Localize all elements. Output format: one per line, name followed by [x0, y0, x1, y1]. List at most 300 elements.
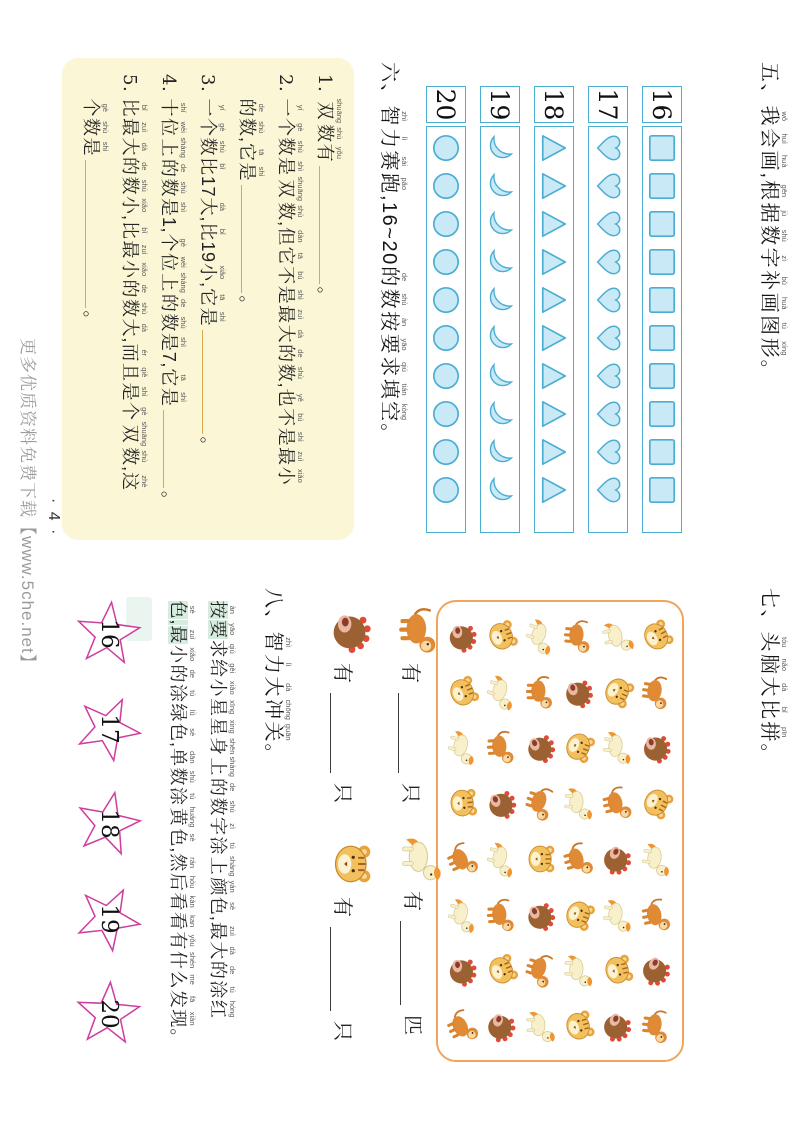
hanzi-with-pinyin: 我 wǒ [758, 105, 789, 127]
moon-shape-icon [485, 323, 515, 353]
hanzi-with-pinyin: 的 de [208, 960, 237, 980]
hanzi-with-pinyin: 数 shù [276, 137, 305, 156]
hanzi-with-pinyin: 数 shù [120, 176, 149, 195]
hanzi-with-pinyin: 是 shì [81, 137, 110, 156]
heart-shape-icon [593, 285, 623, 315]
moon-shape-icon [485, 361, 515, 391]
text: 。 [168, 1028, 188, 1047]
hedgehog-icon [560, 664, 599, 720]
hanzi-with-pinyin: 数 shù [237, 118, 266, 137]
answer-blank [330, 927, 334, 1011]
tiger-icon [599, 664, 638, 720]
horse-icon [400, 832, 444, 884]
hanzi-with-pinyin: 小 xiǎo [120, 196, 149, 215]
hanzi-with-pinyin: 色 sè [208, 896, 237, 916]
text: 只 [331, 1021, 353, 1041]
strip-shapes-area [588, 126, 628, 533]
hanzi-with-pinyin: 双 shuāng [120, 421, 149, 447]
text: , [198, 216, 218, 223]
hanzi-with-pinyin: 涂 tú [208, 836, 237, 855]
hanzi-with-pinyin: 大 dà [758, 676, 789, 698]
text: 。 [758, 743, 780, 765]
footer-url: 更多优质资料免费下载【www.5che.net】 [18, 338, 37, 672]
hedgehog-icon [521, 720, 560, 776]
horse-icon [483, 831, 522, 887]
heart-shape-icon [593, 437, 623, 467]
square-shape-icon [647, 437, 677, 467]
tiger-icon [444, 664, 483, 720]
hanzi-with-pinyin: 单 dān [168, 748, 197, 767]
monkey-icon [483, 720, 522, 776]
strip-shapes-area [426, 126, 466, 533]
triangle-shape-icon [539, 171, 569, 201]
animal-picture-box [436, 600, 684, 1062]
hanzi-with-pinyin: 比 bǐ [198, 222, 227, 242]
section6-title [372, 62, 408, 445]
number-star-16 [68, 596, 148, 672]
hedgehog-icon [637, 720, 676, 776]
tiger-icon [521, 831, 560, 887]
horse-icon [444, 887, 483, 943]
hanzi-with-pinyin: 大 dà [120, 318, 149, 338]
moon-shape-icon [485, 247, 515, 277]
monkey-icon [637, 887, 676, 943]
hanzi-with-pinyin: 空 kòng [378, 401, 409, 423]
triangle-shape-icon [539, 247, 569, 277]
hanzi-with-pinyin: 的 de [159, 293, 188, 313]
strip-number-label: 17 [588, 86, 628, 123]
question-number: 3. [197, 74, 218, 93]
question-line [71, 74, 110, 526]
section8-title [256, 588, 292, 765]
square-shape-icon [647, 475, 677, 505]
text: 六、 [378, 62, 400, 105]
hanzi-with-pinyin: 的 de [159, 158, 188, 178]
hanzi-with-pinyin: 看 kàn [168, 892, 197, 911]
hanzi-with-pinyin: 而 ér [120, 343, 149, 363]
text: 有 [401, 891, 423, 911]
hanzi-with-pinyin: 身 shēn [208, 737, 237, 756]
hanzi-with-pinyin: 双 shuāng [315, 98, 344, 124]
hanzi-with-pinyin: 且 qiě [120, 363, 149, 382]
text: 只 [399, 783, 421, 803]
circle-shape-icon [431, 247, 461, 277]
hanzi-with-pinyin: 力 lì [378, 128, 409, 150]
section7-title [752, 588, 788, 765]
text: 匹 [401, 1015, 423, 1035]
answer-blank [163, 410, 167, 488]
hanzi-with-pinyin: 跑 pǎo [378, 173, 409, 195]
tiger-icon [483, 608, 522, 664]
hanzi-with-pinyin: 是 shì [276, 285, 305, 305]
hanzi-with-pinyin: 数 shù [120, 299, 149, 318]
hanzi-with-pinyin: 按 àn [378, 311, 409, 333]
hanzi-with-pinyin: 要 yāo [208, 620, 237, 639]
square-shape-icon [647, 209, 677, 239]
shape-strip-20 [426, 86, 466, 533]
heart-shape-icon [593, 209, 623, 239]
hanzi-with-pinyin: 个 gè [159, 233, 188, 252]
hanzi-with-pinyin: 双 shuāng [276, 176, 305, 202]
answer-blank [330, 693, 334, 773]
heart-shape-icon [593, 323, 623, 353]
question-number: 1. [314, 74, 335, 93]
count-answer-tiger [330, 838, 374, 1041]
hanzi-with-pinyin: 大 dà [120, 137, 149, 156]
triangle-shape-icon [539, 285, 569, 315]
hanzi-with-pinyin: 是 shì [159, 332, 188, 352]
tiger-icon [330, 838, 374, 890]
page-number: · 4 · [45, 498, 62, 537]
heart-shape-icon [593, 133, 623, 163]
tiger-icon [560, 887, 599, 943]
hedgehog-icon [444, 943, 483, 999]
hanzi-with-pinyin: 小 xiǎo [198, 263, 227, 282]
hanzi-with-pinyin: 上 shàng [208, 756, 237, 777]
hanzi-with-pinyin: 星 xing [208, 717, 237, 736]
triangle-shape-icon [539, 437, 569, 467]
hanzi-with-pinyin: 颜 yán [208, 877, 237, 896]
horse-icon [483, 664, 522, 720]
question-line [149, 74, 188, 526]
hanzi-with-pinyin: 位 wèi [159, 118, 188, 137]
question-number: 5. [119, 74, 140, 93]
heart-shape-icon [593, 475, 623, 505]
horse-icon [560, 943, 599, 999]
hanzi-with-pinyin: 拼 pīn [758, 721, 789, 743]
hanzi-with-pinyin: 黄 huáng [168, 806, 197, 828]
circle-shape-icon [431, 437, 461, 467]
text: 7, [159, 351, 179, 368]
hanzi-with-pinyin: 色 sè [168, 828, 197, 847]
hanzi-with-pinyin: 画 huà [758, 292, 789, 315]
question-line [305, 74, 344, 526]
hanzi-with-pinyin: 个 gè [81, 98, 110, 117]
hanzi-with-pinyin: 的 de [276, 344, 305, 363]
hanzi-with-pinyin: 冲 chōng [262, 699, 293, 721]
moon-shape-icon [485, 285, 515, 315]
question-line [110, 74, 149, 526]
hanzi-with-pinyin: 最 zuì [208, 921, 237, 941]
hedgehog-icon [599, 998, 638, 1054]
horse-icon [560, 775, 599, 831]
hanzi-with-pinyin: 是 shì [159, 197, 188, 217]
hanzi-with-pinyin: 发 fā [168, 989, 197, 1009]
hanzi-with-pinyin: 给 gěi [208, 659, 237, 678]
strip-number-label: 16 [642, 86, 682, 123]
text: 。 [378, 423, 400, 445]
hanzi-with-pinyin: 一 yí [276, 98, 305, 117]
hanzi-with-pinyin: 数 shù [168, 767, 197, 787]
text: 。 [315, 286, 335, 306]
horse-icon [599, 608, 638, 664]
hanzi-with-pinyin: 大 dà [276, 324, 305, 344]
hanzi-with-pinyin: 也 yě [276, 388, 305, 408]
number-star-20 [68, 976, 148, 1052]
hanzi-with-pinyin: 数 shù [378, 288, 409, 311]
hanzi-with-pinyin: 有 yǒu [315, 143, 344, 163]
monkey-icon [521, 664, 560, 720]
hanzi-with-pinyin: 大 dà [262, 676, 293, 698]
square-shape-icon [647, 285, 677, 315]
star-number: 18 [96, 809, 122, 839]
number-star-19 [68, 881, 148, 957]
hanzi-with-pinyin: 最 zuì [276, 305, 305, 324]
hanzi-with-pinyin: 的 de [378, 266, 409, 288]
square-shape-icon [647, 399, 677, 429]
hanzi-with-pinyin: 图 tú [758, 315, 789, 337]
circle-shape-icon [431, 209, 461, 239]
hanzi-with-pinyin: 数 shù [208, 797, 237, 816]
hanzi-with-pinyin: 填 tián [378, 378, 409, 401]
hedgehog-icon [330, 604, 374, 656]
hanzi-with-pinyin: 最 zuì [276, 447, 305, 466]
triangle-shape-icon [539, 361, 569, 391]
hanzi-with-pinyin: 不 bú [276, 408, 305, 427]
hanzi-with-pinyin: 红 hóng [208, 999, 237, 1019]
hanzi-with-pinyin: 涂 tú [208, 980, 237, 999]
hedgehog-icon [444, 608, 483, 664]
text: , [168, 847, 188, 853]
hanzi-with-pinyin: 智 zhì [378, 105, 409, 127]
heart-shape-icon [593, 361, 623, 391]
circle-shape-icon [431, 285, 461, 315]
strip-number-label: 19 [480, 86, 520, 123]
hanzi-with-pinyin: 会 huì [758, 128, 789, 150]
hanzi-with-pinyin: 最 zuì [168, 625, 197, 645]
text: , [168, 742, 188, 748]
number-star-17 [68, 691, 148, 767]
answer-blank [241, 185, 245, 293]
monkey-icon [398, 604, 442, 656]
shape-strip-16 [642, 86, 682, 533]
text: 19 [198, 241, 218, 263]
star-number: 16 [96, 619, 122, 649]
square-shape-icon [647, 323, 677, 353]
hanzi-with-pinyin: 头 tóu [758, 631, 789, 653]
hanzi-with-pinyin: 最 zuì [120, 118, 149, 137]
hanzi-with-pinyin: 个 gè [120, 402, 149, 421]
hanzi-with-pinyin: 是 shì [159, 387, 188, 407]
moon-shape-icon [485, 399, 515, 429]
hanzi-with-pinyin: 不 bú [276, 266, 305, 285]
hedgehog-icon [599, 831, 638, 887]
horse-icon [521, 608, 560, 664]
hanzi-with-pinyin: 根 gēn [758, 180, 789, 202]
text: ,16~20 [378, 195, 400, 266]
hanzi-with-pinyin: 关 guān [262, 721, 293, 743]
heart-shape-icon [593, 247, 623, 277]
tiger-icon [483, 943, 522, 999]
text: 有 [331, 663, 353, 683]
hanzi-with-pinyin: 么 me [168, 970, 197, 989]
tiger-icon [599, 943, 638, 999]
hanzi-with-pinyin: 数 shù [315, 124, 344, 143]
hanzi-with-pinyin: 后 hòu [168, 872, 197, 892]
monkey-icon [444, 831, 483, 887]
monkey-icon [637, 664, 676, 720]
hanzi-with-pinyin: 什 shén [168, 950, 197, 970]
hanzi-with-pinyin: 小 xiǎo [208, 678, 237, 697]
answer-blank [400, 921, 404, 1005]
hanzi-with-pinyin: 它 tā [159, 368, 188, 387]
hanzi-with-pinyin: 比 bǐ [120, 221, 149, 240]
text: 。 [262, 743, 284, 765]
hanzi-with-pinyin: 上 shàng [159, 137, 188, 158]
hanzi-with-pinyin: 绿 lǜ [168, 703, 197, 723]
hanzi-with-pinyin: 大 dà [208, 941, 237, 960]
hanzi-with-pinyin: 数 shù [159, 313, 188, 332]
hanzi-with-pinyin: 十 shí [159, 98, 188, 117]
hanzi-with-pinyin: 智 zhì [262, 631, 293, 653]
monkey-icon [521, 943, 560, 999]
hanzi-with-pinyin: 形 xíng [758, 337, 789, 360]
hanzi-with-pinyin: 色 sè [168, 600, 197, 619]
triangle-shape-icon [539, 475, 569, 505]
hanzi-with-pinyin: 数 shù [120, 447, 149, 466]
text: 。 [758, 359, 780, 382]
heart-shape-icon [593, 171, 623, 201]
tiger-icon [560, 998, 599, 1054]
answer-blank [85, 160, 89, 308]
hanzi-with-pinyin: 的 de [237, 98, 266, 117]
moon-shape-icon [485, 133, 515, 163]
tiger-icon [637, 775, 676, 831]
hanzi-with-pinyin: 力 lì [262, 654, 293, 676]
quiz-box [62, 58, 354, 540]
question-line [227, 74, 266, 526]
hanzi-with-pinyin: 字 zì [208, 816, 237, 836]
hanzi-with-pinyin: 这 zhè [120, 472, 149, 491]
monkey-icon [560, 608, 599, 664]
hanzi-with-pinyin: 数 shù [758, 225, 789, 247]
hanzi-with-pinyin: 是 shì [276, 157, 305, 176]
hanzi-with-pinyin: 个 gè [198, 118, 227, 137]
hanzi-with-pinyin: 求 qiú [208, 639, 237, 658]
hedgehog-icon [521, 887, 560, 943]
answer-blank [202, 330, 206, 434]
hanzi-with-pinyin: 数 shù [159, 178, 188, 197]
square-shape-icon [647, 133, 677, 163]
hanzi-with-pinyin: 据 jù [758, 202, 789, 225]
hanzi-with-pinyin: 是 shì [198, 307, 227, 327]
hanzi-with-pinyin: 的 de [168, 664, 197, 684]
square-shape-icon [647, 171, 677, 201]
monkey-icon [637, 998, 676, 1054]
hedgehog-icon [483, 775, 522, 831]
monkey-icon [560, 831, 599, 887]
circle-shape-icon [431, 171, 461, 201]
hanzi-with-pinyin: 然 rán [168, 853, 197, 872]
hanzi-with-pinyin: 的 de [120, 157, 149, 176]
monkey-icon [483, 887, 522, 943]
text: , [276, 382, 296, 389]
hedgehog-icon [483, 998, 522, 1054]
moon-shape-icon [485, 437, 515, 467]
text: , [208, 915, 228, 922]
text: , [758, 172, 780, 180]
strip-number-label: 18 [534, 86, 574, 123]
text: , [237, 137, 257, 143]
hedgehog-icon [637, 943, 676, 999]
hanzi-with-pinyin: 字 zì [758, 247, 789, 270]
circle-shape-icon [431, 475, 461, 505]
hanzi-with-pinyin: 比 bǐ [120, 98, 149, 117]
text: , [168, 619, 188, 626]
text: 有 [399, 663, 421, 683]
shape-strip-19 [480, 86, 520, 533]
star-number: 17 [96, 714, 122, 744]
question-line [188, 74, 227, 526]
square-shape-icon [647, 361, 677, 391]
hanzi-with-pinyin: 的 de [208, 777, 237, 797]
hanzi-with-pinyin: 小 xiǎo [120, 260, 149, 279]
circle-shape-icon [431, 399, 461, 429]
answer-blank [398, 693, 402, 773]
circle-shape-icon [431, 361, 461, 391]
moon-shape-icon [485, 475, 515, 505]
shape-strip-18 [534, 86, 574, 533]
instruction-line [198, 600, 238, 1047]
hanzi-with-pinyin: 但 dàn [276, 227, 305, 246]
answer-blank [319, 166, 323, 284]
hanzi-with-pinyin: 要 yāo [378, 333, 409, 356]
question-line [266, 74, 305, 526]
hanzi-with-pinyin: 它 tā [198, 288, 227, 307]
hanzi-with-pinyin: 数 shù [198, 137, 227, 156]
hanzi-with-pinyin: 涂 tú [168, 684, 197, 703]
strip-shapes-area [534, 126, 574, 533]
text: 。 [81, 310, 101, 329]
text: , [120, 215, 140, 221]
text: 17 [198, 176, 218, 198]
text: 有 [331, 897, 353, 917]
strip-shapes-area [642, 126, 682, 533]
hanzi-with-pinyin: 数 shù [276, 363, 305, 383]
hanzi-with-pinyin: 上 shàng [159, 272, 188, 293]
hanzi-with-pinyin: 它 tā [276, 246, 305, 266]
text: , [276, 221, 296, 227]
text: , [198, 282, 218, 288]
hanzi-with-pinyin: 小 xiǎo [276, 466, 305, 486]
triangle-shape-icon [539, 209, 569, 239]
horse-icon [444, 720, 483, 776]
hanzi-with-pinyin: 数 shù [276, 202, 305, 221]
section5-title [752, 62, 788, 381]
hanzi-with-pinyin: 看 kan [168, 911, 197, 931]
star-number: 19 [96, 904, 122, 934]
text: 七、 [758, 588, 780, 631]
heart-shape-icon [593, 399, 623, 429]
hanzi-with-pinyin: 比 bǐ [198, 157, 227, 176]
strip-shapes-area [480, 126, 520, 533]
hanzi-with-pinyin: 脑 nǎo [758, 654, 789, 676]
horse-icon [599, 720, 638, 776]
circle-shape-icon [431, 323, 461, 353]
horse-icon [637, 831, 676, 887]
triangle-shape-icon [539, 399, 569, 429]
section8-instructions [158, 600, 238, 1047]
text: 。 [159, 490, 179, 510]
hanzi-with-pinyin: 大 dà [198, 197, 227, 217]
triangle-shape-icon [539, 133, 569, 163]
hanzi-with-pinyin: 上 shàng [208, 855, 237, 877]
star-number: 20 [96, 999, 122, 1029]
count-answer-horse [400, 832, 444, 1035]
hanzi-with-pinyin: 是 shì [237, 162, 266, 182]
number-stars [68, 596, 148, 1052]
hanzi-with-pinyin: 求 qiú [378, 356, 409, 378]
